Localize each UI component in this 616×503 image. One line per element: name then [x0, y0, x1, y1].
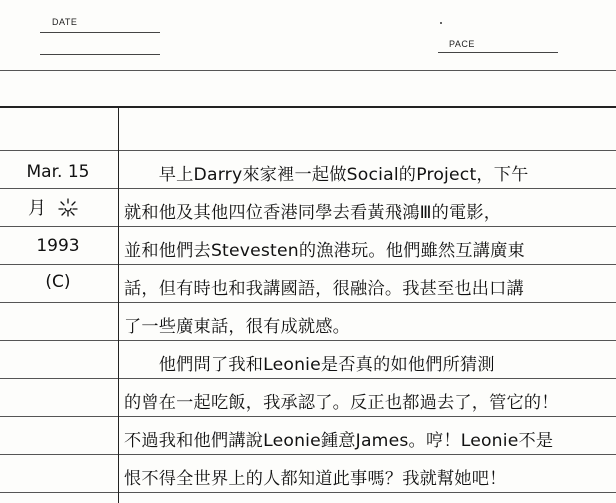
header-dot — [440, 22, 442, 24]
page-line — [438, 52, 558, 53]
weekday-text: 月 — [28, 198, 46, 219]
body-line-8: 不過我和他們講說Leonie鍾意James。哼！Leonie不是 — [124, 431, 554, 451]
top-rule — [0, 106, 616, 108]
body-line-2: 就和他及其他四位香港同學去看黃飛鴻Ⅲ的電影， — [124, 203, 502, 223]
entry-weekday — [28, 194, 80, 220]
body-line-3: 並和他們去Stevesten的漁港玩。他們雖然互講廣東 — [124, 241, 525, 261]
ruled-line — [0, 302, 616, 303]
entry-code: (C) — [45, 272, 71, 292]
entry-year: 1993 — [36, 236, 80, 256]
body-line-4: 話，但有時也和我講國語，很融洽。我甚至也出口講 — [124, 279, 524, 299]
ruled-line — [0, 454, 616, 455]
body-line-7: 的曾在一起吃飯，我承認了。反正也都過去了，管它的！ — [124, 393, 559, 413]
body-line-1: 早上Darry來家裡一起做Social的Project，下午 — [124, 165, 529, 185]
ruled-line — [0, 226, 616, 227]
body-line-9: 恨不得全世界上的人都知道此事嗎？我就幫她吧！ — [124, 469, 507, 489]
page-label: PACE — [449, 39, 475, 49]
body-line-6: 他們問了我和Leonie是否真的如他們所猜測 — [124, 355, 495, 375]
header-rule — [0, 70, 616, 71]
date-label: DATE — [52, 17, 78, 27]
ruled-line — [0, 416, 616, 417]
date-line-1 — [40, 32, 160, 33]
ruled-line — [0, 340, 616, 341]
ruled-line — [0, 492, 616, 493]
ruled-line — [0, 188, 616, 189]
body-line-5: 了一些廣東話，很有成就感。 — [124, 317, 351, 337]
sun-icon — [56, 196, 80, 218]
ruled-line — [0, 264, 616, 265]
date-line-2 — [40, 54, 160, 55]
entry-date: Mar. 15 — [26, 162, 90, 182]
ruled-line — [0, 150, 616, 151]
margin-line — [118, 106, 119, 503]
ruled-line — [0, 378, 616, 379]
